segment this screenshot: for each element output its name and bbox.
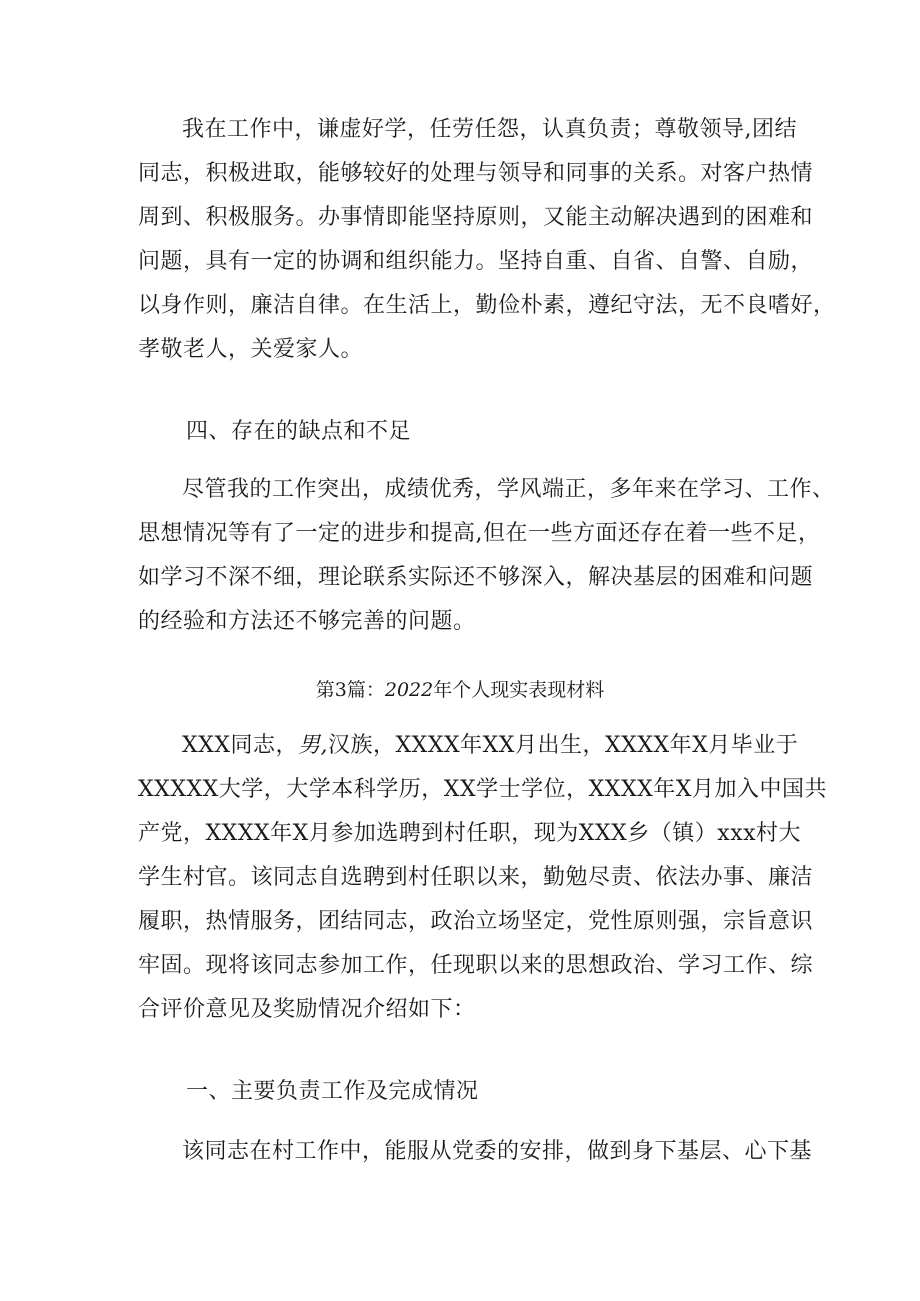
text-line: 的经验和方法还不够完善的问题。 [138,609,476,634]
paragraph-work-performance [138,1130,813,1174]
text-line: 履职，热情服务，团结同志，政治立场坚定，党性原则强，宗旨意识 [138,909,814,934]
paragraph-work-attitude [138,108,836,372]
text-line: 如学习不深不细，理论联系实际还不够深入，解决基层的困难和问题 [138,565,814,590]
text-line: 尽管我的工作突出，成绩优秀，学风端正，多年来在学习、工作、 [182,477,835,502]
article-title-year: 2022 [384,679,434,701]
article-title-suffix: 年个人现实表现材料 [433,679,605,701]
paragraph-shortcomings [138,468,835,644]
text-fragment: XXX同志， [182,733,298,758]
text-fragment: 汉族，XXXX年XX月出生，XXXX年X月毕业于 [328,733,799,758]
text-line: XXXXX大学，大学本科学历，XX学士学位，XXXX年X月加入中国共 [138,777,827,802]
text-line: 思想情况等有了一定的进步和提高,但在一些方面还存在着一些不足， [138,521,821,546]
text-line: 牢固。现将该同志参加工作，任现职以来的思想政治、学习工作、综 [138,953,814,978]
section-heading-main-work: 一、主要负责工作及完成情况 [186,1079,479,1104]
text-line: 孝敬老人，关爱家人。 [138,337,364,362]
text-line: 合评价意见及奖励情况介绍如下： [138,997,476,1022]
text-line: 周到、积极服务。办事情即能坚持原则，又能主动解决遇到的困难和 [138,205,814,230]
text-line: 以身作则，廉洁自律。在生活上，勤俭朴素，遵纪守法，无不良嗜好， [138,293,836,318]
text-fragment-italic: 男, [298,733,328,758]
article-title [0,670,920,710]
text-line: 该同志在村工作中，能服从党委的安排，做到身下基层、心下基 [182,1139,813,1164]
paragraph-personal-profile [138,724,827,1032]
section-heading-shortcomings: 四、存在的缺点和不足 [186,419,412,444]
text-line: 同志，积极进取，能够较好的处理与领导和同事的关系。对客户热情 [138,161,814,186]
text-line: 学生村官。该同志自选聘到村任职以来，勤勉尽责、依法办事、廉洁 [138,865,814,890]
text-line: 我在工作中，谦虚好学，任劳任怨，认真负责；尊敬领导,团结 [182,117,797,142]
text-line [138,724,798,768]
text-line: 产党，XXXX年X月参加选聘到村任职，现为XXX乡（镇）xxx村大 [138,821,802,846]
article-title-prefix: 第3篇： [315,679,385,701]
text-line: 问题，具有一定的协调和组织能力。坚持自重、自省、自警、自励， [138,249,814,274]
